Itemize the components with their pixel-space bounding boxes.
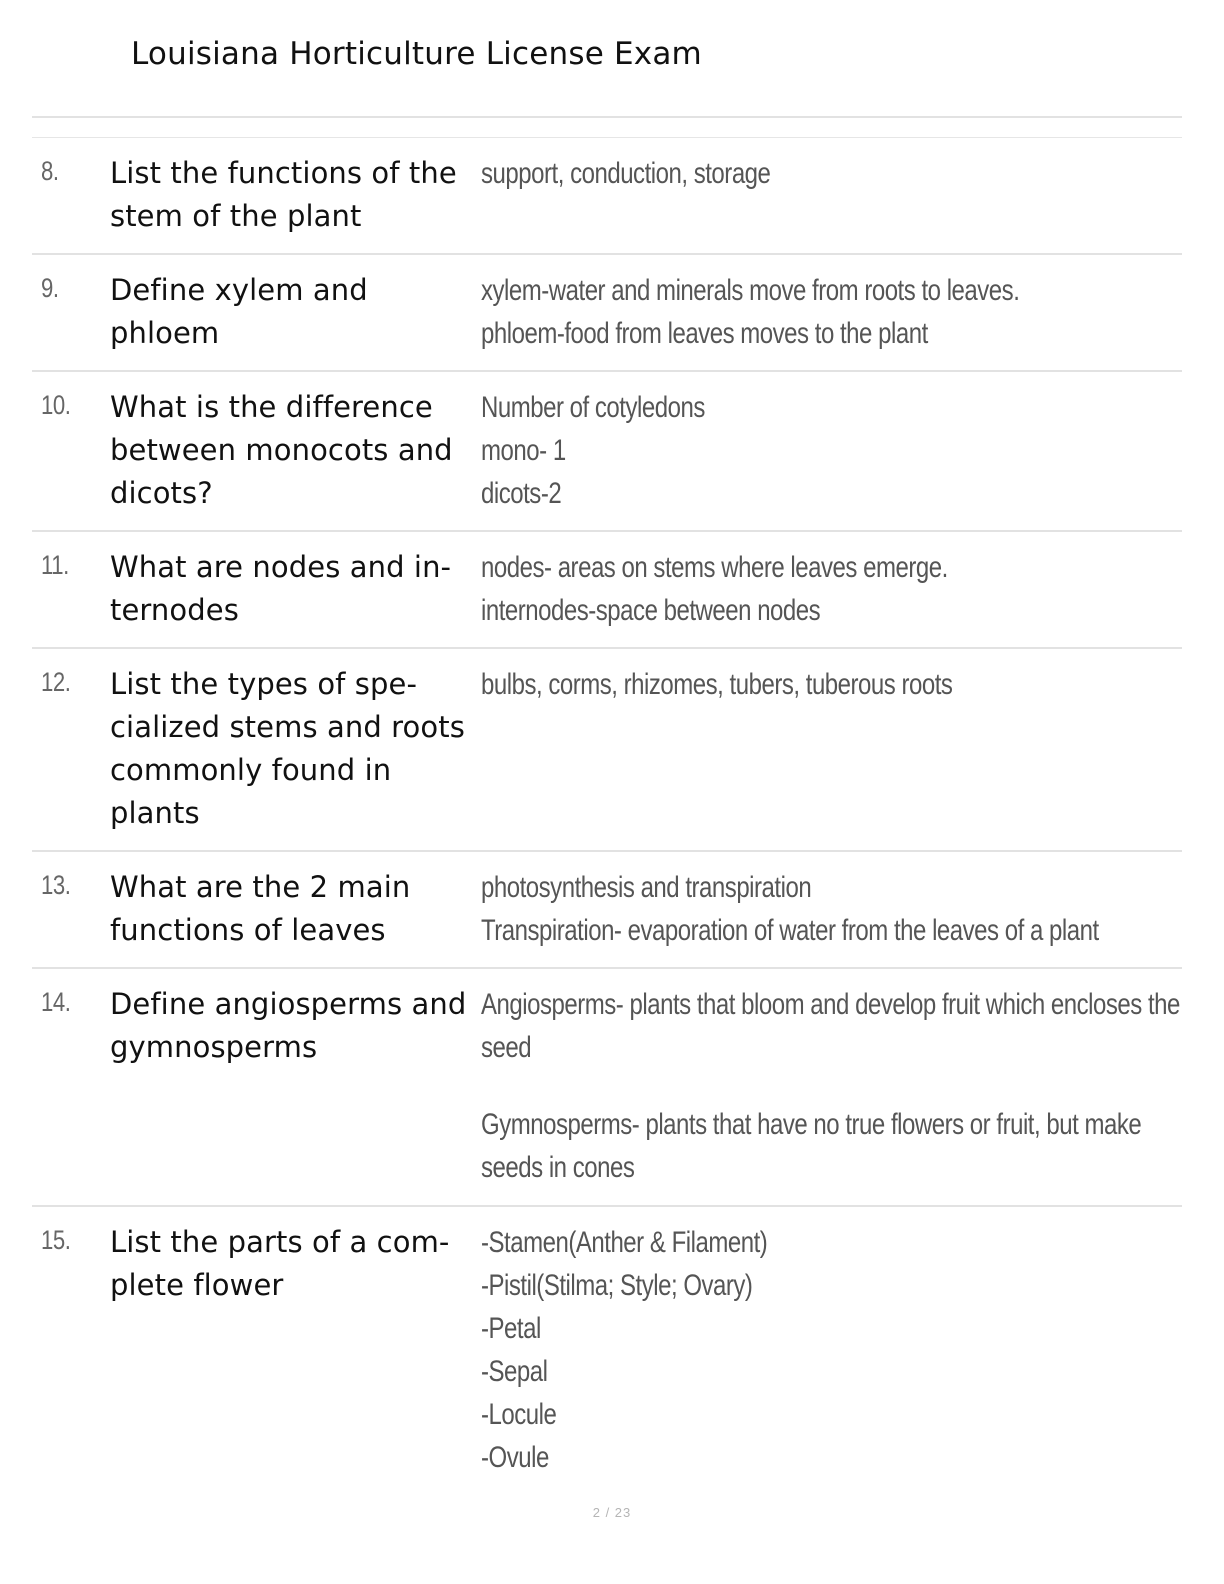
- header-divider: [32, 116, 1182, 118]
- answer-line: Gymnosperms- plants that have no true flowers or fruit, but make: [481, 1108, 1142, 1141]
- question-text: [110, 866, 482, 952]
- qa-row-13: [32, 852, 1182, 969]
- question-number: 11.: [41, 550, 69, 580]
- question-line: plete flower: [110, 1268, 284, 1302]
- answer-line: -Sepal: [481, 1355, 548, 1388]
- question-number: 15.: [41, 1225, 71, 1255]
- answer-spacer: [481, 1069, 1153, 1103]
- qa-row-14: [32, 969, 1182, 1207]
- question-line: functions of leaves: [110, 913, 386, 947]
- question-text: [110, 546, 482, 632]
- question-line: plants: [110, 796, 200, 830]
- answer-text: [481, 866, 1153, 952]
- question-number: 8.: [41, 156, 59, 186]
- question-number: 14.: [41, 987, 71, 1017]
- qa-row-11: [32, 532, 1182, 649]
- question-text: [110, 1221, 482, 1307]
- answer-line: seed: [481, 1031, 532, 1064]
- answer-line: nodes- areas on stems where leaves emerge.: [481, 551, 948, 584]
- question-line: gymnosperms: [110, 1030, 318, 1064]
- answer-text: [481, 269, 1153, 355]
- question-number: 12.: [41, 667, 71, 697]
- question-text: [110, 983, 482, 1069]
- question-line: What is the difference: [110, 390, 433, 424]
- answer-line: phloem-food from leaves moves to the plant: [481, 317, 928, 350]
- question-line: stem of the plant: [110, 199, 362, 233]
- question-number: 13.: [41, 870, 71, 900]
- question-line: What are the 2 main: [110, 870, 411, 904]
- answer-line: seeds in cones: [481, 1151, 635, 1184]
- qa-row-12: [32, 649, 1182, 852]
- question-line: What are nodes and in-: [110, 550, 452, 584]
- answer-text: [481, 386, 1153, 515]
- answer-line: xylem-water and minerals move from roots to leaves.: [481, 274, 1020, 307]
- document-title: Louisiana Horticulture License Exam: [131, 36, 702, 72]
- answer-line: photosynthesis and transpiration: [481, 871, 812, 904]
- question-text: [110, 152, 482, 238]
- question-text: [110, 663, 482, 835]
- answer-line: Transpiration- evaporation of water from the leaves of a plant: [481, 914, 1099, 947]
- answer-text: [481, 1221, 1153, 1479]
- question-number: 10.: [41, 390, 71, 420]
- question-line: cialized stems and roots: [110, 710, 465, 744]
- qa-row-9: [32, 255, 1182, 372]
- question-line: List the types of spe-: [110, 667, 418, 701]
- qa-row-8: [32, 138, 1182, 255]
- answer-line: Angiosperms- plants that bloom and develop fruit which encloses the: [481, 988, 1180, 1021]
- answer-line: dicots-2: [481, 477, 562, 510]
- answer-line: -Ovule: [481, 1441, 549, 1474]
- qa-table: [32, 138, 1182, 1507]
- answer-line: mono- 1: [481, 434, 566, 467]
- answer-text: [481, 546, 1153, 632]
- page-number: 2 / 23: [592, 1505, 632, 1520]
- answer-line: support, conduction, storage: [481, 157, 771, 190]
- answer-text: [481, 983, 1180, 1189]
- question-line: dicots?: [110, 476, 213, 510]
- qa-row-15: [32, 1207, 1182, 1507]
- answer-line: -Locule: [481, 1398, 557, 1431]
- answer-line: bulbs, corms, rhizomes, tubers, tuberous roots: [481, 668, 953, 701]
- question-text: [110, 269, 482, 355]
- question-line: List the functions of the: [110, 156, 457, 190]
- question-line: Define xylem and: [110, 273, 368, 307]
- answer-line: internodes-space between nodes: [481, 594, 821, 627]
- question-line: ternodes: [110, 593, 239, 627]
- question-number: 9.: [41, 273, 59, 303]
- answer-line: -Petal: [481, 1312, 541, 1345]
- answer-text: [481, 663, 1153, 706]
- answer-text: [481, 152, 1153, 195]
- question-line: List the parts of a com-: [110, 1225, 450, 1259]
- question-line: Define angiosperms and: [110, 987, 467, 1021]
- question-line: phloem: [110, 316, 220, 350]
- answer-line: -Stamen(Anther & Filament): [481, 1226, 768, 1259]
- question-text: [110, 386, 482, 515]
- answer-line: -Pistil(Stilma; Style; Ovary): [481, 1269, 753, 1302]
- qa-row-10: [32, 372, 1182, 532]
- question-line: between monocots and: [110, 433, 453, 467]
- question-line: commonly found in: [110, 753, 392, 787]
- answer-line: Number of cotyledons: [481, 391, 705, 424]
